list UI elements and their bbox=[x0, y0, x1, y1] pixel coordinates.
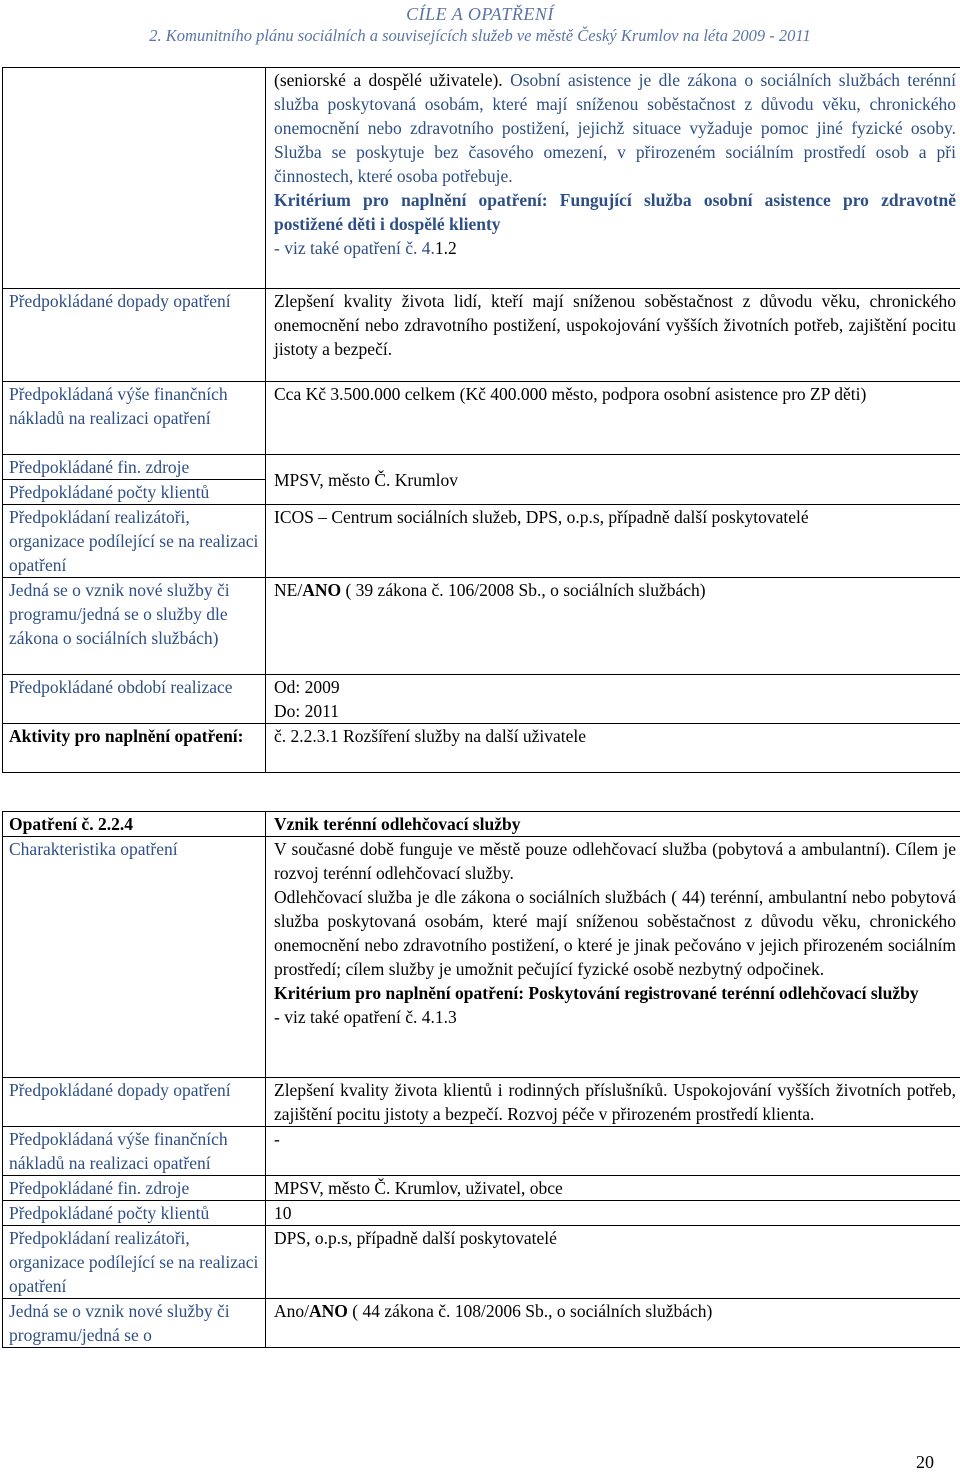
header-subtitle: 2. Komunitního plánu sociálních a souvisejících služeb ve městě Český Krumlov na léta 2009 - 2011 bbox=[149, 26, 811, 45]
impacts-label: Předpokládané dopady opatření bbox=[3, 289, 266, 382]
characteristics-text-2: Odlehčovací služba je dle zákona o sociálních službách ( 44) terénní, ambulantní nebo pobytová služba poskytovaná osobám, které mají sníženou soběstačnost z důvodu věku, chronického onemocnění nebo zdravotního postižení, o které je jinak pečováno v jejich přirozeném sociálním prostředí; cílem služby je umožnit pečující fyzické osobě nezbytný odpočinek. bbox=[274, 887, 956, 979]
impacts-value-2: Zlepšení kvality života klientů i rodinných příslušníků. Uspokojování vyšších životních potřeb, zajištění pocitu jistoty a bezpečí. Rozvoj péče v přirozeném prostředí klienta. bbox=[266, 1078, 960, 1127]
impacts-label-2: Předpokládané dopady opatření bbox=[3, 1078, 266, 1127]
criterion-text-2: Kritérium pro naplnění opatření: Poskytování registrované terénní odlehčovací služby bbox=[274, 983, 919, 1003]
sources-value-2: MPSV, město Č. Krumlov, uživatel, obce bbox=[266, 1176, 960, 1201]
period-to: Do: 2011 bbox=[274, 701, 339, 721]
intro-text: (seniorské a dospělé uživatele). bbox=[274, 70, 511, 90]
criterion-text: Kritérium pro naplnění opatření: Fungující služba osobní asistence pro zdravotně postižené děti i dospělé klienty bbox=[274, 190, 956, 234]
period-from: Od: 2009 bbox=[274, 677, 340, 697]
costs-label bbox=[3, 382, 266, 455]
costs-value-2: - bbox=[266, 1127, 960, 1176]
sources-value: MPSV, město Č. Krumlov bbox=[266, 455, 960, 505]
costs-label-text: Předpokládaná výše finančních nákladů na realizaci opatření bbox=[9, 384, 228, 428]
costs-value: Cca Kč 3.500.000 celkem (Kč 400.000 město, podpora osobní asistence pro ZP děti) bbox=[266, 382, 960, 455]
service-text: Služba se poskytuje bez časového omezení, v přirozeném sociálním prostředí osob a při činnostech, které osoba potřebuje. bbox=[274, 142, 956, 186]
activities-value: č. 2.2.3.1 Rozšíření služby na další uživatele bbox=[266, 724, 960, 773]
new-service-yes-1: Ano/ bbox=[274, 1301, 309, 1321]
impacts-value: Zlepšení kvality života lidí, kteří mají sníženou soběstačnost z důvodu věku, chronického onemocnění nebo zdravotního postižení, uspokojování vyšších životních potřeb, zajištění pocitu jistoty a bezpečí. bbox=[266, 289, 960, 382]
new-service-label: Jedná se o vznik nové služby či programu/jedná se o služby dle zákona o sociálních službách) bbox=[3, 578, 266, 675]
clients-label: Předpokládané počty klientů bbox=[3, 480, 266, 505]
intro-blue-text: Osobní asistence je dle zákona o sociálních službách terénní služba poskytovaná osobám, které mají sníženou soběstačnost z důvodu věku, chronického onemocnění nebo zdravotního postižení, jejichž situace vyžaduje pomoc jiné fyzické osoby. bbox=[274, 70, 956, 138]
new-service-yes: ANO bbox=[302, 580, 342, 600]
new-service-value-2 bbox=[266, 1299, 960, 1348]
measure-table-1 bbox=[2, 67, 960, 773]
measure-table-2 bbox=[2, 811, 960, 1348]
characteristics-value bbox=[266, 837, 960, 1078]
empty-label-cell bbox=[3, 68, 266, 289]
description-text bbox=[274, 68, 956, 188]
new-service-value bbox=[266, 578, 960, 675]
clients-label-2: Předpokládané počty klientů bbox=[3, 1201, 266, 1226]
sources-label: Předpokládané fin. zdroje bbox=[3, 455, 266, 480]
implementers-label: Předpokládaní realizátoři, organizace podílející se na realizaci opatření bbox=[3, 505, 266, 578]
sources-label-2: Předpokládané fin. zdroje bbox=[3, 1176, 266, 1201]
see-also-text bbox=[274, 236, 956, 260]
implementers-label-2: Předpokládaní realizátoři, organizace podílející se na realizaci opatření bbox=[3, 1226, 266, 1299]
characteristics-text-1: V současné době funguje ve městě pouze odlehčovací služba (pobytová a ambulantní). Cílem je rozvoj terénní odlehčovací služby. bbox=[274, 839, 956, 883]
see-also-number: 1.2 bbox=[434, 238, 457, 258]
header-title: CÍLE A OPATŘENÍ bbox=[406, 4, 554, 24]
description-cell bbox=[266, 68, 960, 289]
see-also-prefix: - viz také opatření č. 4. bbox=[274, 238, 435, 258]
measure-title: Vznik terénní odlehčovací služby bbox=[266, 812, 960, 837]
period-value bbox=[266, 675, 960, 724]
new-service-no: NE/ bbox=[274, 580, 303, 600]
implementers-value-2: DPS, o.p.s, případně další poskytovatelé bbox=[266, 1226, 960, 1299]
clients-value-2: 10 bbox=[266, 1201, 960, 1226]
new-service-label-2: Jedná se o vznik nové služby či programu/jedná se o bbox=[3, 1299, 266, 1348]
implementers-value: ICOS – Centrum sociálních služeb, DPS, o.p.s, případně další poskytovatelé bbox=[266, 505, 960, 578]
activities-label: Aktivity pro naplnění opatření: bbox=[3, 724, 266, 773]
new-service-yes-2: ANO bbox=[309, 1301, 348, 1321]
new-service-law-2: ( 44 zákona č. 108/2006 Sb., o sociálních službách) bbox=[347, 1301, 713, 1321]
page-number: 20 bbox=[916, 1452, 934, 1472]
period-label: Předpokládané období realizace bbox=[3, 675, 266, 724]
see-also-text-2: - viz také opatření č. 4.1.3 bbox=[274, 1007, 457, 1027]
characteristics-label: Charakteristika opatření bbox=[3, 837, 266, 1078]
costs-label-2: Předpokládaná výše finančních nákladů na realizaci opatření bbox=[3, 1127, 266, 1176]
measure-number-label: Opatření č. 2.2.4 bbox=[3, 812, 266, 837]
new-service-law: ( 39 zákona č. 106/2008 Sb., o sociálních službách) bbox=[341, 580, 706, 600]
